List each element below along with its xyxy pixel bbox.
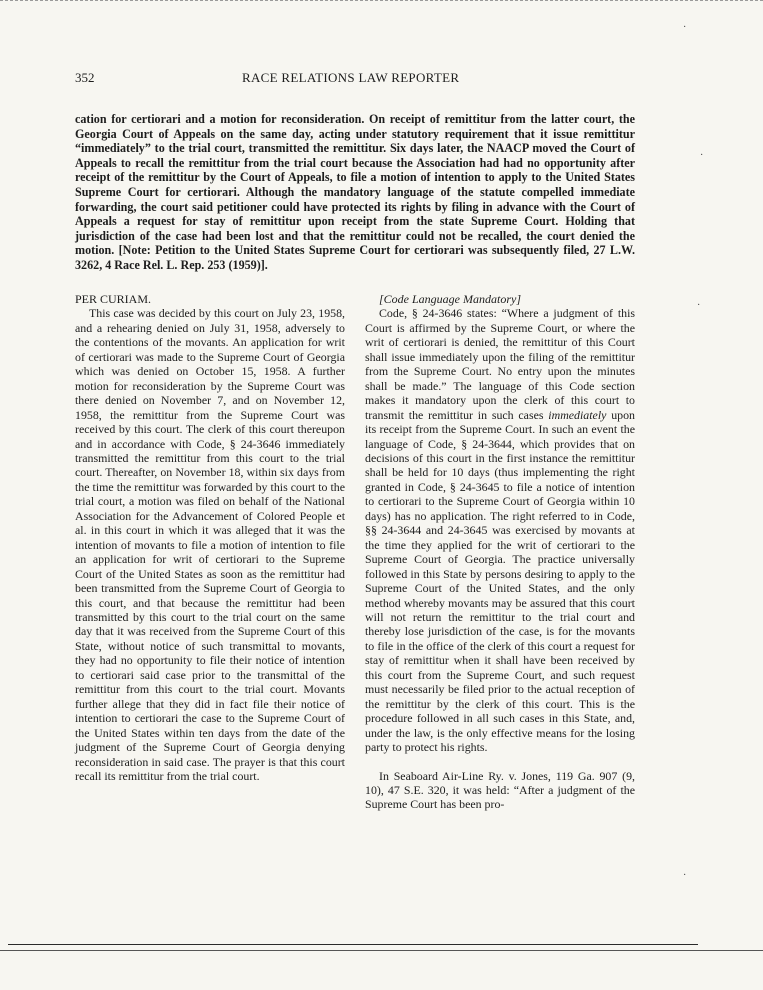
right-paragraph-2: In Seaboard Air-Line Ry. v. Jones, 119 Ga. 907 (9, 10), 47 S.E. 320, it was held: “After a judgment of the Supreme Court has been pro-: [365, 768, 635, 812]
right-paragraph-1-text: Code, § 24-3646 states: “Where a judgment of this Court is affirmed by the Supreme Court, or where the writ of certiorari is denied, the remittitur of this Court shall issue immediately upon the filing of the remittitur from the Supreme Court. No entry upon the minutes shall be made.” The language of this Code section makes it mandatory upon the clerk of this court to transmit the remittitur in such cases: [365, 306, 635, 422]
left-paragraph-1: This case was decided by this court on July 23, 1958, and a rehearing denied on July 31, 1958, adversely to the contentions of the movants. An application for writ of certiorari was made to the Supreme Court of Georgia which was denied on October 15, 1958. A further motion for reconsideration by the Supreme Court was there denied on November 7, and on November 12, 1958, the remittitur from the Supreme Court was received by this court. The clerk of this court thereupon and in accordance with Code, § 24-3646 immediately transmitted the remittitur from this court to the trial court. Thereafter, on November 18, within six days from the time the remittitur was forwarded by this court to the trial court, a motion was filed on behalf of the National Association for the Advancement of Colored People et al. in this court in which it was alleged that it was the intention of movants to file a motion of intention to file an application for writ of certiorari to the Supreme Court of the United States as soon as the remittitur had been transmitted from the Supreme Court of Georgia to this court, and that because the remittitur had been transmitted by this court to the trial court on the same day that it was received from the Supreme Court of this State, without notice of such transmittal to movants, they had no opportunity to file their notice of intention to certiorari said case prior to the transmittal of the remittitur from this court to the trial court. Movants further allege that they did in fact file their notice of intention to certiorari the case to the Supreme Court of the United States within ten days from the date of the judgment of the Supreme Court of Georgia denying reconsideration in said case. The prayer is that this court recall its remittitur from the trial court.: [75, 306, 345, 783]
right-paragraph-1: [365, 306, 635, 754]
top-scan-border: [0, 0, 763, 4]
code-language-subheading: [Code Language Mandatory]: [379, 292, 521, 306]
per-curiam-heading: PER CURIAM.: [75, 292, 152, 306]
scan-speck: ·: [683, 22, 687, 33]
scan-speck: ·: [683, 870, 687, 881]
headnote: cation for certiorari and a motion for reconsideration. On receipt of remittitur from the latter court, the Georgia Court of Appeals on the same day, acting under statutory requirement that it issue remittitur “immediately” to the trial court, transmitted the remittitur. Six days later, the NAACP moved the Court of Appeals to recall the remittitur from the trial court because the Association had had no opportunity after receipt of the remittitur by the Court of Appeals, to file a motion of intention to apply to the United States Supreme Court for certiorari. Although the mandatory language of the statute compelled immediate forwarding, the court said petitioner could have protected its rights by filing in advance with the Court of Appeals a request for stay of remittitur upon receipt from the state Supreme Court. Holding that jurisdiction of the case had been lost and that the remittitur could not be recalled, the court denied the motion. [Note: Petition to the United States Supreme Court for certiorari was subsequently filed, 27 L.W. 3262, 4 Race Rel. L. Rep. 253 (1959)].: [75, 112, 635, 272]
emphasis-immediately: immediately: [548, 407, 607, 422]
scan-speck: ·: [697, 300, 701, 311]
right-column: [365, 292, 635, 812]
right-paragraph-1-text-cont: upon its receipt from the Supreme Court. In such an event the language of Code, § 24-3644, which provides that on decisions of this court in the first instance the remittitur shall be held for 10 days (thus implementing the right granted in Code, § 24-3645 to file a notice of intention to certiorari to the Supreme Court of Georgia within 10 days) has no application. The right referred to in Code, §§ 24-3644 and 24-3645 was exercised by movants at the time they applied for the writ of certiorari to the Supreme Court of Georgia. The practice universally followed in this State by persons desiring to apply to the Supreme Court of the United States, and the only method whereby movants may be assured that this court will not return the remittitur to the trial court and thereby lose jurisdiction of the case, is for the movants to file in the office of the clerk of this court a request for stay of remittitur when it shall have been received by this court from the Supreme Court, and such request must necessarily be filed prior to the actual reception of the remittitur by the clerk of this court. This is the procedure followed in all such cases in this State, and, under the law, is the only effective means for the losing party to protect his rights.: [365, 407, 635, 755]
left-column: [75, 292, 345, 783]
bottom-scan-border: [8, 944, 698, 945]
page-number: 352: [75, 70, 95, 85]
bottom-scan-border-2: [0, 950, 763, 951]
running-head: RACE RELATIONS LAW REPORTER: [242, 70, 460, 85]
scan-speck: ·: [700, 150, 704, 161]
paragraph-gap: [365, 755, 635, 769]
